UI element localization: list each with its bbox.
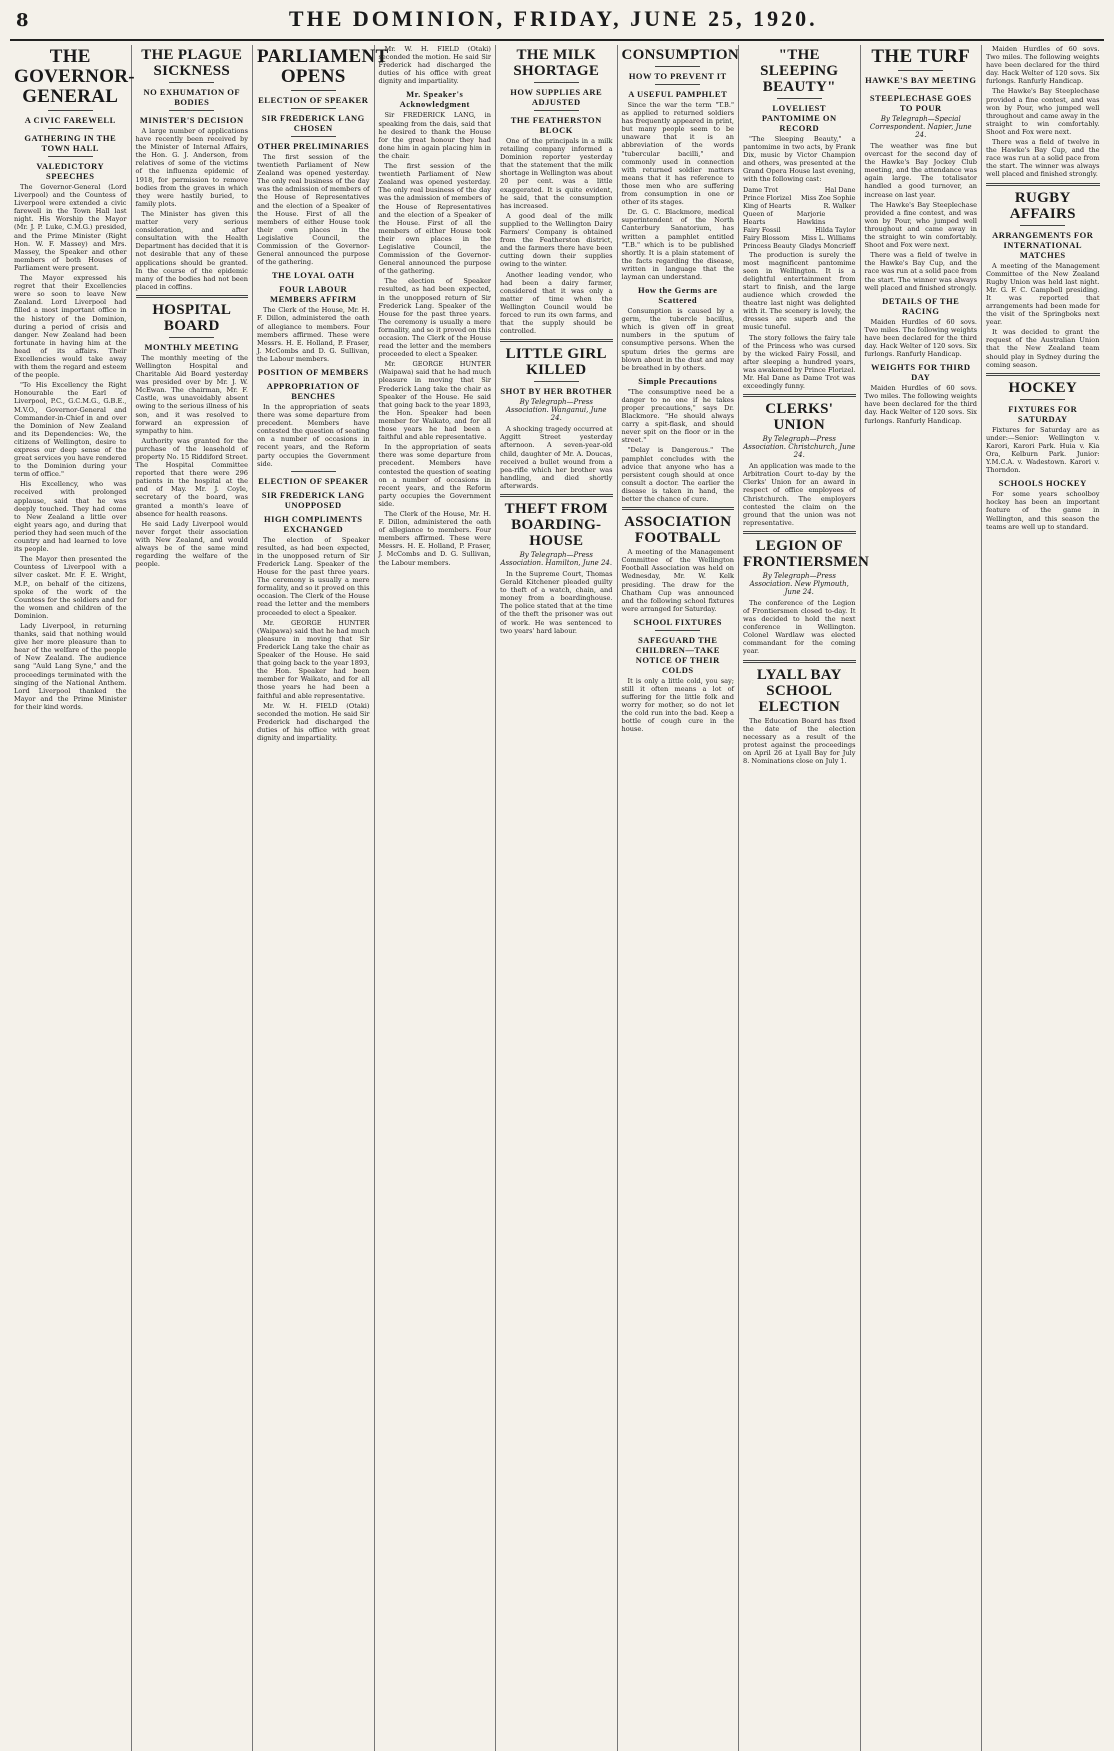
article-paragraph: Mr. GEORGE HUNTER (Waipawa) said that he had much pleasure in moving that Sir Frederick Lang take the chair as Speaker of the House. He said that going back to the year 1893, the Hon. Speaker had been member for Waikato, and for all those years he had been a faithful and able representative. [257,618,370,700]
article-paragraph: He said Lady Liverpool would never forget their association with New Zealand, and would always be of the same mind regarding the welfare of the people. [135,519,248,569]
article-paragraph: Consumption is caused by a germ, the tubercle bacillus, which is given off in great numbers in the sputum of consumptive persons. When the sputum dries the germs are blown about in the dust and may be breathed in by others. [621,307,734,372]
subhead-consumption-1: HOW TO PREVENT IT [628,71,727,81]
article-paragraph: A good deal of the milk supplied to the Wellington Dairy Farmers' Company is obtained from the Featherston district, and the farmers there have been cutting down their supplies owing to the winter. [500,211,613,269]
newspaper-title: THE DOMINION, FRIDAY, JUNE 25, 1920. [288,6,818,31]
article-paragraph: The conference of the Legion of Frontiersmen closed to-day. It was decided to hold the next conference in Wellington. Colonel Wardlaw was elected commandant for the coming year. [743,598,856,656]
cast-row: Fairy Fossil Hilda Taylor [743,225,856,234]
article-paragraph: The Hawke's Bay Steeplechase provided a fine contest, and was won by Pour, who jumped well throughout and came away in the straight to win comfortably. Shoot and Fox were next. [864,200,977,250]
column-9 [982,45,1104,1751]
article-paragraph: There was a field of twelve in the Hawke's Bay Cup, and the race was run at a solid pace from the start. The winner was always well placed and finished strongly. [986,138,1100,179]
article-paragraph: Authority was granted for the purchase of the leasehold of property No. 15 Riddiford Street. The Hospital Committee reported that there were 296 patients in the hospital at the end of May. Mr. J. Coyle, secretary of the board, was granted a month's leave of absence for health reasons. [135,436,248,518]
article-paragraph: The election of Speaker resulted, as had been expected, in the unopposed return of Sir Frederick Lang. Speaker of the House for the past three years. The ceremony is usually a mere formality, and so it proved on this occasion. The Clerk of the House read the letter and the members proceeded to elect a Speaker. [257,535,370,617]
headline-lyall: LYALL BAY SCHOOL ELECTION [756,666,842,715]
subhead-plague-2: MINISTER'S DECISION [139,115,244,125]
article-paragraph: A large number of applications have recently been received by the Minister of Internal Affairs, the Hon. G. J. Anderson, from relatives of some of the victims of the influenza epidemic of 1918, for permission to remove bodies from the graves in which they were hastily buried, to family plots. [135,127,248,208]
cast-row: Fairy Blossom Miss L. Williams [743,233,856,242]
article-paragraph: In the appropriation of seats there was some departure from precedent. Members have contested the question of seating on a number of occasions in recent years, and the Reform party occupies the Government side. [257,402,370,468]
article-paragraph: In the Supreme Court, Thomas Gerald Kitchener pleaded guilty to theft of a watch, chain, and money from a boardinghouse. The police stated that at the time of the theft the prisoner was out of work. He was sentenced to two years' hard labour. [500,570,613,635]
cast-list [743,186,856,250]
byline: By Telegraph—Press Association. New Plymouth, June 24. [749,571,849,596]
article-paragraph: The Clerk of the House, Mr. H. F. Dillon, administered the oath of allegiance to members. Four members affirmed. These were Messrs. H. E. Holland, P. Fraser, J. McCombs and D. G. Sullivan, the Labour members. [378,509,491,567]
subhead-consumption-2: A USEFUL PAMPHLET [628,89,728,99]
headline-milk: THE MILK SHORTAGE [513,47,600,79]
article-paragraph: Dr. G. C. Blackmore, medical superintendent of the North Canterbury Sanatorium, has written a pamphlet entitled "T.B." which is to be published shortly. It is a plain statement of the facts regarding the disease, written in language that the layman can understand. [621,208,734,281]
cast-row: Prince Florizel Miss Zoe Sophie [743,193,856,202]
headline-rugby: RUGBY AFFAIRS [1009,189,1076,222]
subhead-turf-3: DETAILS OF THE RACING [882,295,960,316]
headline-legion: LEGION OF FRONTIERSMEN [743,537,870,570]
subhead-rugby-1: ARRANGEMENTS FOR INTERNATIONAL MATCHES [992,229,1094,260]
article-paragraph: The first session of the twentieth Parliament of New Zealand was opened yesterday. The only real business of the day was the admission of members of the House of Representatives and the election of a Speaker of the House. First of all the members of either House took their own places in the Legislative Council, the Commission of the Governor-General announced the purpose of the gathering. [257,153,370,267]
article-paragraph: "The consumptive need be a danger to no one if he takes proper precautions," says Dr. Blackmore. "He should always carry a spit-flask, and should never spit on the floor or in the street." [621,387,734,445]
subhead-parliament-8: ELECTION OF SPEAKER [258,475,369,486]
subhead-turf-1: HAWKE'S BAY MEETING [865,75,977,85]
subhead-football-2: SAFEGUARD THE CHILDREN—TAKE NOTICE OF THEIR COLDS [635,634,720,675]
subhead-parliament-9: SIR FREDERICK LANG UNOPPOSED [261,489,365,510]
article-paragraph: The Mayor expressed his regret that their Excellencies were so soon to leave New Zealand. Lord Liverpool had filled a most important office in the history of the Dominion, during a period of crisis and danger. New Zealand had been fortunate in having him at the head of its affairs. Their Excellencies would take away with them the regard and esteem of the people. [14,274,127,380]
column-6 [618,45,740,1751]
article-paragraph: In the appropriation of seats there was some departure from precedent. Members have contested the question of seating on a number of occasions in recent years, and the Reform party occupies the Government side. [378,443,491,508]
article-paragraph: The Education Board has fixed the date of the election necessary as a result of the protest against the proceedings on April 26 at Lyall Bay for July 8. Nominations close on July 1. [743,716,856,766]
subhead-parliament-1: ELECTION OF SPEAKER [258,95,369,105]
headline-girl: LITTLE GIRL KILLED [505,346,607,379]
article-paragraph: Mr. W. H. FIELD (Otaki) seconded the motion. He said Sir Frederick had discharged the duties of his office with great dignity and impartiality. [378,45,491,86]
article-paragraph: One of the principals in a milk retailing company informed a Dominion reporter yesterday that the statement that the milk shortage in Wellington was about 20 per cent. was a little exaggerated. It is quite evident, he said, that the consumption has increased. [500,137,613,210]
article-paragraph: The Governor-General (Lord Liverpool) and the Countess of Liverpool were extended a civic farewell in the Town Hall last night. His Worship the Mayor (Mr. J. P. Luke, C.M.G.) presided, and the Prime Minister (Right Hon. W. F. Massey) and Mrs. Massey, the Speaker and other members of both Houses of Parliament were present. [14,183,127,272]
column-3 [253,45,389,1751]
subhead-parliament-3: OTHER PRELIMINARIES [257,141,370,151]
column-5 [496,45,618,1751]
article-paragraph: It is only a little cold, you say; still it often means a lot of suffering for the little folk and worry for mother, so do not let the cold run into the bad. Keep a bottle of cough cure in the house. [621,676,734,734]
subhead-consumption-4: Simple Precautions [638,375,718,386]
headline-governor: THE GOVERNOR-GENERAL [14,46,135,107]
article-paragraph: "To His Excellency the Right Honourable the Earl of Liverpool, P.C., G.C.M.G., G.B.E., M.V.O., Governor-General and Commander-in-Chief in and over the Dominion of New Zealand and its Dependencies: We, the citizens of Wellington, desire to express our deep sense of the great services you have rendered to the Dominion during your term of office." [14,381,127,479]
article-paragraph: Another leading vendor, who had been a dairy farmer, considered that it was only a matter of time when the Wellington Council would be forced to run its own farms, and that the supply should be controlled. [500,270,613,336]
article-paragraph: It was decided to grant the request of the Australian Union that the New Zealand team should play in Sydney during the coming season. [986,328,1100,369]
article-paragraph: There was a field of twelve in the Hawke's Bay Cup, and the race was run at a solid pace from the start. The winner was always well placed and finished strongly. [864,251,977,292]
subhead-turf-4: WEIGHTS FOR THIRD DAY [870,362,971,383]
headline-theft: THEFT FROM BOARDING-HOUSE [504,501,608,549]
article-paragraph: Mr. W. H. FIELD (Otaki) seconded the motion. He said Sir Frederick had discharged the duties of his office with great dignity and impartiality. [257,701,370,742]
subhead-turf-2: STEEPLECHASE GOES TO POUR [869,93,972,113]
columns [10,45,1104,1751]
headline-consumption: CONSUMPTION [621,47,739,63]
headline-parliament: PARLIAMENT OPENS [257,46,389,87]
subhead-parliament-6: POSITION OF MEMBERS [257,366,369,377]
subhead-beauty-1: LOVELIEST PANTOMIME ON RECORD [761,103,837,133]
masthead [10,6,1104,41]
article-paragraph: A meeting of the Management Committee of the Wellington Football Association was held on Wednesday, Mr. W. Kelk presiding. The draw for the Chatham Cup was announced and the following school fixtures were arranged for Saturday. [621,548,734,613]
headline-hospital: HOSPITAL BOARD [152,301,232,334]
article-paragraph: The Mayor then presented the Countess of Liverpool with a silver casket. Mr. F. E. Wright, M.P., on behalf of the citizens, spoke of the work of the Countess for the soldiers and for the women and children of the Dominion. [14,555,127,620]
subhead-parliament-2: SIR FREDERICK LANG CHOSEN [261,113,365,133]
cast-row: Queen of Hearts Marjorie Hawkins [743,209,826,226]
byline: By Telegraph—Press Association. Christchurch, June 24. [743,435,856,460]
subhead-milk-2: THE FEATHERSTON BLOCK [510,115,602,135]
headline-hockey: HOCKEY [1008,379,1077,396]
headline-football: ASSOCIATION FOOTBALL [624,514,732,547]
article-paragraph: A shocking tragedy occurred at Aggitt Street yesterday afternoon. A seven-year-old child, daughter of Mr. A. Doucas, received a bullet wound from a pea-rifle which her brother was handling, and died shortly afterwards. [500,425,613,490]
subhead-football-1: SCHOOL FIXTURES [633,616,722,627]
subhead-hockey-1: FIXTURES FOR SATURDAY [1008,403,1078,424]
article-paragraph: Maiden Hurdles of 60 sovs. Two miles. The following weights have been declared for the third day. Hack Welter of 120 sovs. Six furlongs. Ranfurly Handicap. [864,384,977,425]
subhead-parliament-4: THE LOYAL OATH [271,270,355,281]
cast-row: Princess Beauty Gladys Moncrieff [743,241,856,250]
page-number: 8 [16,10,29,31]
article-paragraph: The election of Speaker resulted, as had been expected, in the unopposed return of Sir Frederick Lang. Speaker of the House for the past three years. The ceremony is usually a mere formality, and so it proved on this occasion. The Clerk of the House read the letter and the members proceeded to elect a Speaker. [378,277,491,359]
subhead-governor-1: A CIVIC FAREWELL [24,115,116,125]
article-paragraph: Lady Liverpool, in returning thanks, said that nothing would give her more pleasure than to hear of the welfare of the people of New Zealand. The audience sang "Auld Lang Syne," and the proceedings terminated with the singing of the National Anthem. Lord Liverpool thanked the Mayor and the Prime Minister for their kind words. [14,621,127,711]
headline-clerks: CLERKS' UNION [765,401,834,434]
article-paragraph: The Clerk of the House, Mr. H. F. Dillon, administered the oath of allegiance to members. Four members affirmed. These were Messrs. H. E. Holland, P. Fraser, J. McCombs and D. G. Sullivan, the Labour members. [257,306,370,363]
subhead-parliament-7: APPROPRIATION OF BENCHES [266,380,360,401]
article-paragraph: Maiden Hurdles of 60 sovs. Two miles. The following weights have been declared for the third day. Hack Welter of 120 sovs. Six furlongs. Ranfurly Handicap. [986,45,1100,86]
article-paragraph: Fixtures for Saturday are as under:—Senior: Wellington v. Karori, Karori Park. Huia v. Kia Ora, Kelburn Park. Junior: Y.M.C.A. v. Wadestown. Karori v. Thorndon. [986,425,1100,475]
column-8 [861,45,983,1751]
byline: By Telegraph—Special Correspondent. Napier, June 24. [869,115,972,139]
article-paragraph: A meeting of the Management Committee of the New Zealand Rugby Union was held last night. Mr. G. F. C. Campbell presiding. It was reported that arrangements had been made for the visit of the Springboks next year. [986,261,1100,327]
article-paragraph: The Hawke's Bay Steeplechase provided a fine contest, and was won by Pour, who jumped well throughout and came away in the straight to win comfortably. Shoot and Fox were next. [986,87,1100,136]
subhead-hockey-2: SCHOOLS HOCKEY [998,478,1087,489]
subhead-governor-3: VALEDICTORY SPEECHES [36,161,105,181]
cast-row: King of Hearts R. Walker [743,201,856,210]
headline-plague: THE PLAGUE SICKNESS [141,47,243,79]
article-paragraph: An application was made to the Arbitration Court to-day by the Clerks' Union for an award in respect of office employees of Christchurch. The employers contested the claim on the ground that the union was not representative. [743,462,856,527]
subhead-parliament-11: Mr. Speaker's Acknowledgment [399,89,470,110]
byline: By Telegraph—Press Association. Hamilton, June 24. [500,551,613,567]
subhead-plague-1: NO EXHUMATION OF BODIES [143,87,241,107]
article-paragraph: The story follows the fairy tale of the Princess who was cursed by the wicked Fairy Fossil, and after sleeping a hundred years, was awakened by Prince Florizel. Mr. Hal Dane as Dame Trot was exceedingly funny. [743,333,856,391]
subhead-governor-2: GATHERING IN THE TOWN HALL [24,133,117,153]
subhead-parliament-10: HIGH COMPLIMENTS EXCHANGED [264,513,363,534]
cast-row: Dame Trot Hal Dane [743,185,856,194]
article-paragraph: Mr. GEORGE HUNTER (Waipawa) said that he had much pleasure in moving that Sir Frederick Lang take the chair as Speaker of the House. He said that going back to the year 1893, the Hon. Speaker had been member for Waikato, and for all those years he had been a faithful and able representative. [378,360,491,442]
subhead-milk-1: HOW SUPPLIES ARE ADJUSTED [510,87,603,107]
headline-beauty: "THE SLEEPING BEAUTY" [760,47,839,95]
column-4 [375,45,497,1751]
subhead-parliament-5: FOUR LABOUR MEMBERS AFFIRM [269,284,357,305]
article-paragraph: "The Sleeping Beauty," a pantomime in two acts, by Frank Dix, music by Victor Champion and others, was presented at the Grand Opera House last evening, with the following cast: [743,135,856,184]
article-paragraph: Sir FREDERICK LANG, in speaking from the dais, said that he desired to thank the House for the great honour they had done him in again placing him in the chair. [378,111,491,160]
subhead-hospital-1: MONTHLY MEETING [144,341,239,352]
headline-turf: THE TURF [871,46,971,67]
article-paragraph: For some years schoolboy hockey has been an important feature of the game in Wellington, and this season the teams are well up to standard. [986,490,1100,531]
subhead-girl-1: SHOT BY HER BROTHER [500,386,613,397]
article-paragraph: Maiden Hurdles of 60 sovs. Two miles. The following weights have been declared for the third day. Hack Welter of 120 sovs. Six furlongs. Ranfurly Handicap. [864,317,977,359]
article-paragraph: "Delay is Dangerous." The pamphlet concludes with the advice that anyone who has a persistent cough should at once consult a doctor. The earlier the disease is taken in hand, the better the chance of cure. [621,446,734,504]
article-paragraph: His Excellency, who was received with prolonged applause, said that he was deeply touched. They had come to New Zealand a little over eight years ago, and during that period they had seen much of the country and had learned to love its people. [14,480,127,554]
subhead-consumption-3: How the Germs are Scattered [638,285,718,306]
article-paragraph: The weather was fine but overcast for the second day of the Hawke's Bay Jockey Club meeting, and the attendance was again large. The totalisator handled a good turnover, an increase on last year. [864,142,977,199]
article-paragraph: Since the war the term "T.B." as applied to returned soldiers has frequently appeared in print, but many people seem to be unaware that it is an abbreviation of the words "tubercular bacilli," and commonly used in connection with returned soldier matters means that it has reference to those men who are suffering from consumption in one or other of its stages. [621,101,734,207]
article-paragraph: The production is surely the most magnificent pantomime seen in Wellington. It is a delightful entertainment from start to finish, and the large audience which crowded the theatre last night was delighted with it. The scenery is lovely, the dresses are superb and the music tuneful. [743,250,856,332]
column-2 [132,45,254,1751]
article-paragraph: The monthly meeting of the Wellington Hospital and Charitable Aid Board yesterday was presided over by Mr. J. W. McEwan. The chairman, Mr. F. Castle, was unavoidably absent owing to the serious illness of his son, and it was resolved to forward an expression of sympathy to him. [135,353,248,435]
column-7 [739,45,870,1751]
article-paragraph: The first session of the twentieth Parliament of New Zealand was opened yesterday. The only real business of the day was the admission of members of the House of Representatives and the election of a Speaker of the House. First of all the members of either House took their own places in the Legislative Council, the Commission of the Governor-General announced the purpose of the gathering. [378,162,491,276]
article-paragraph: The Minister has given this matter very serious consideration, and after consultation with the Health Department has decided that it is not desirable that any of these applications should be granted. In the course of the epidemic many of the bodies had not been placed in coffins. [135,209,248,291]
byline: By Telegraph—Press Association. Wanganui, June 24. [505,398,607,423]
column-1 [10,45,135,1751]
